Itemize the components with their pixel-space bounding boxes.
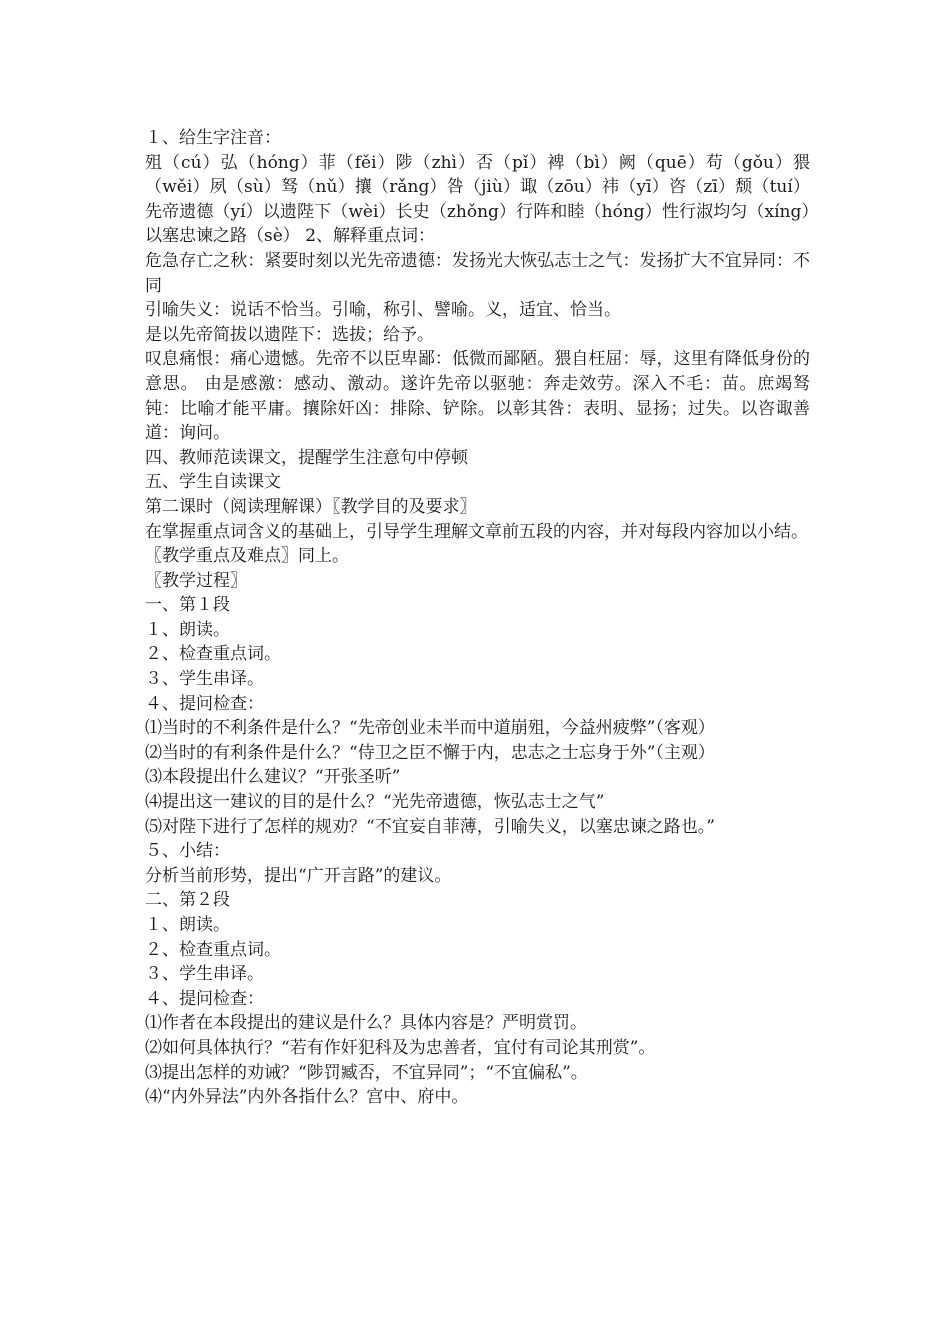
paragraph-section-heading: 二、第２段 [145,890,230,911]
question-item: ⑷提出这一建议的目的是什么？“光先帝遗德，恢弘志士之气” [145,792,605,813]
lesson-process-heading: 〖教学过程〗 [145,570,247,591]
document-body [145,126,810,1110]
lesson-focus-line: 〖教学重点及难点〗同上。 [145,546,349,567]
vocab-definition-line: 引喻失义：说话不恰当。引喻，称引、譬喻。义，适宜、恰当。 [145,300,621,321]
step-item: ３、学生串译。 [145,964,264,985]
question-item: ⑸对陛下进行了怎样的规劝？“不宜妄自菲薄，引喻失义，以塞忠谏之路也。” [145,816,715,837]
section-heading: 五、学生自读课文 [145,472,281,493]
question-item: ⑶本段提出什么建议？“开张圣听” [145,767,401,788]
step-item: ４、提问检查： [145,693,264,714]
step-item: ２、检查重点词。 [145,644,281,665]
vocab-definition-paragraph: 危急存亡之秋：紧要时刻以光先帝遗德：发扬光大恢弘志士之气：发扬扩大不宜异同：不同 [145,250,810,296]
question-item: ⑵当时的有利条件是什么？“侍卫之臣不懈于内，忠志之士忘身于外”（主观） [145,742,715,763]
heading-pinyin-task: １、给生字注音： [145,128,281,148]
paragraph-section-heading: 一、第１段 [145,595,230,616]
step-item: １、朗读。 [145,619,230,640]
vocab-definition-paragraph: 叹息痛恨：痛心遗憾。先帝不以臣卑鄙：低微而鄙陋。猥自枉屈：辱，这里有降低身份的意思。 由是感激：感动、激动。遂许先帝以驱驰：奔走效劳。深入不毛：苗。庶竭驽钝：比喻才能平庸。攘除奸凶：排除、铲除。以彰其咎：表明、显扬；过失。以咨诹善道：询问。 [145,349,810,444]
lesson-objective-paragraph: 在掌握重点词含义的基础上，引导学生理解文章前五段的内容，并对每段内容加以小结。 [145,521,808,542]
step-item: ４、提问检查： [145,988,264,1009]
step-item: １、朗读。 [145,915,230,935]
step-item: ５、小结： [145,841,230,862]
question-item: ⑵如何具体执行？“若有作奸犯科及为忠善者，宜付有司论其刑赏”。 [145,1037,656,1058]
pinyin-list-paragraph: 殂（cú）弘（hóng）菲（fěi）陟（zhì）否（pǐ）裨（bì）阙（quē）苟（gǒu）猥（wěi）夙（sù）驽（nǔ）攘（rǎng）咎（jiù）诹（zōu）祎（yī）咨（zī）颓（tuí）先帝遗德（yí）以遗陛下（wèi）长史（zhǒng）行阵和睦（hóng）性行淑均匀（xíng）以塞忠谏之路（sè） 2、解释重点词： [145,152,810,247]
step-item: ２、检查重点词。 [145,939,281,960]
question-item: ⑴作者在本段提出的建议是什么？具体内容是？严明赏罚。 [145,1013,587,1034]
vocab-definition-line: 是以先帝简拔以遗陛下：选拔；给予。 [145,324,434,345]
summary-line: 分析当前形势，提出“广开言路”的建议。 [145,865,452,886]
step-item: ３、学生串译。 [145,669,264,690]
lesson-heading: 第二课时（阅读理解课）〖教学目的及要求〗 [145,496,477,517]
question-item: ⑶提出怎样的劝诫？“陟罚臧否，不宜异同”；“不宜偏私”。 [145,1062,588,1083]
section-heading: 四、教师范读课文，提醒学生注意句中停顿 [145,447,468,468]
question-item: ⑷“内外异法”内外各指什么？宫中、府中。 [145,1087,469,1108]
question-item: ⑴当时的不利条件是什么？“先帝创业未半而中道崩殂，今益州疲弊”（客观） [145,718,715,739]
